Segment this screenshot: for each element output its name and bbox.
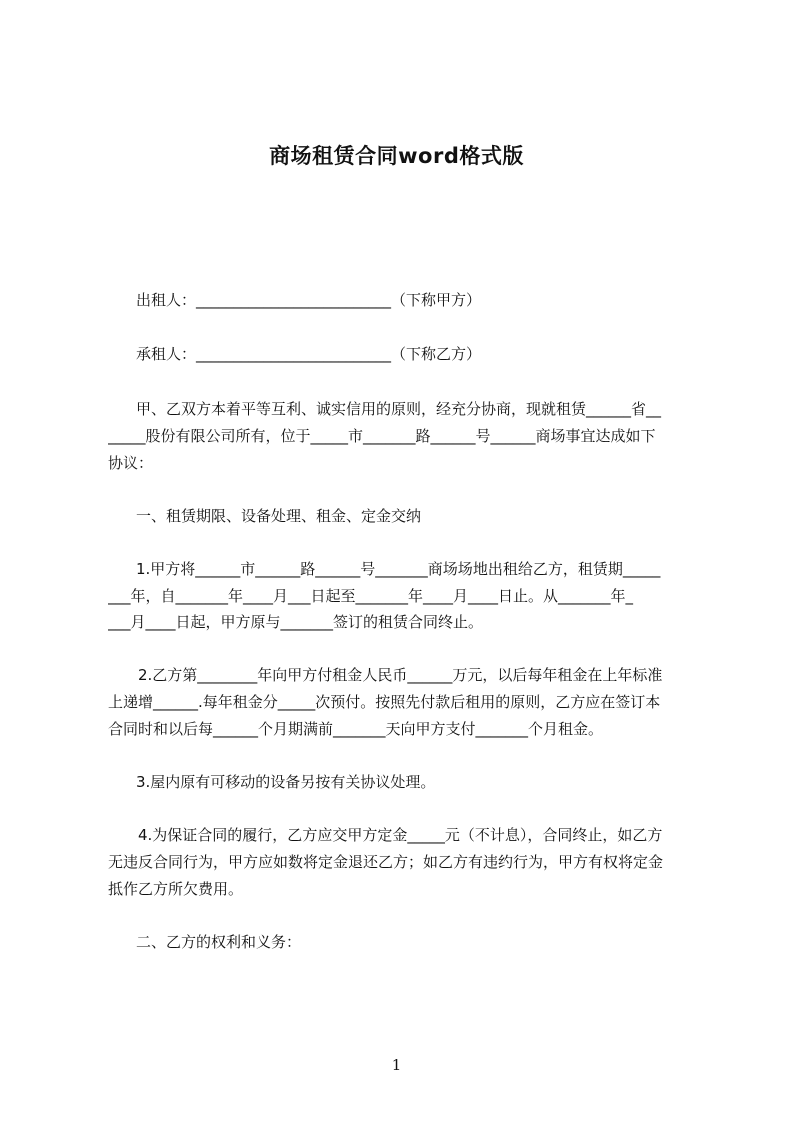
page-number: 1 bbox=[391, 1056, 402, 1074]
clause-3: 3.屋内原有可移动的设备另按有关协议处理。 bbox=[136, 773, 436, 791]
lessee-line: 承租人：__________________________（下称乙方） bbox=[136, 345, 482, 363]
preamble-line-3: 协议： bbox=[108, 454, 154, 472]
clause-4-line-1: 4.为保证合同的履行，乙方应交甲方定金_____元（不计息），合同终止，如乙方 bbox=[138, 826, 663, 844]
preamble-line-2: _____股份有限公司所有，位于_____市_______路______号______商场事宜达成如下 bbox=[108, 427, 656, 445]
clause-1-line-1: 1.甲方将______市______路______号_______商场场地出租给乙方，租赁期_____ bbox=[136, 560, 661, 578]
clause-2-line-2: 上递增______.每年租金分_____次预付。按照先付款后租用的原则，乙方应在签订本 bbox=[108, 693, 661, 711]
section-2-heading: 二、乙方的权利和义务： bbox=[136, 933, 302, 951]
clause-4-line-3: 抵作乙方所欠费用。 bbox=[108, 880, 244, 898]
lessor-line: 出租人：__________________________（下称甲方） bbox=[136, 291, 482, 309]
section-1-heading: 一、租赁期限、设备处理、租金、定金交纳 bbox=[136, 507, 422, 525]
clause-2-line-3: 合同时和以后每______个月期满前_______天向甲方支付_______个月租金。 bbox=[108, 720, 604, 738]
clause-2-line-1: 2.乙方第________年向甲方付租金人民币______万元，以后每年租金在上年标准 bbox=[138, 666, 663, 684]
document-title: 商场租赁合同word格式版 bbox=[269, 144, 524, 168]
clause-1-line-3: ___月____日起，甲方原与_______签订的租赁合同终止。 bbox=[108, 613, 484, 631]
preamble-line-1: 甲、乙双方本着平等互利、诚实信用的原则，经充分协商，现就租赁______省__ bbox=[136, 400, 662, 418]
clause-4-line-2: 无违反合同行为，甲方应如数将定金退还乙方；如乙方有违约行为，甲方有权将定金 bbox=[108, 853, 664, 871]
clause-1-line-2: ___年，自_______年____月___日起至_______年____月____日止。从_______年_ bbox=[108, 587, 634, 605]
